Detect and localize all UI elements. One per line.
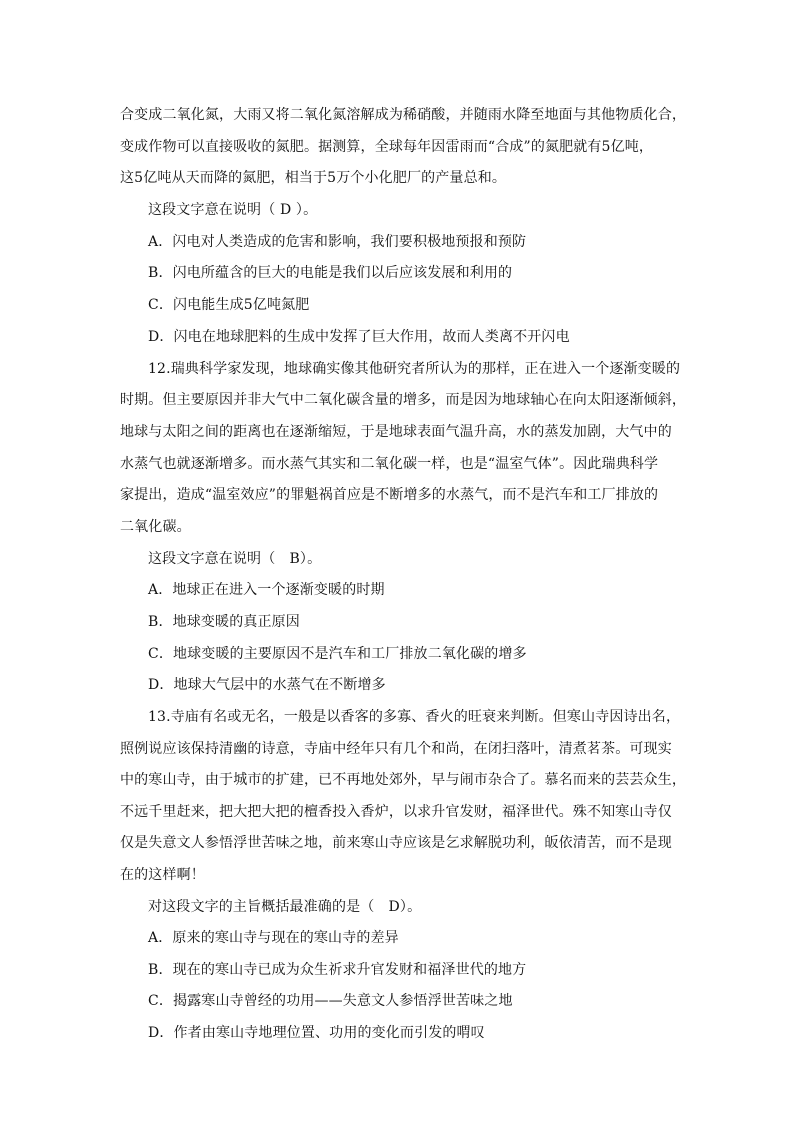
option-d: D．地球大气层中的水蒸气在不断增多 (148, 677, 386, 694)
option-c: C．揭露寒山寺曾经的功用——失意文人参悟浮世苦味之地 (148, 993, 513, 1010)
option-d: D．闪电在地球肥料的生成中发挥了巨大作用，故而人类离不开闪电 (148, 328, 570, 345)
paragraph-line: 地球与太阳之间的距离也在逐渐缩短，于是地球表面气温升高，水的蒸发加剧，大气中的 (120, 423, 672, 440)
passage-11 (120, 100, 686, 354)
option-b: B．闪电所蕴含的巨大的电能是我们以后应该发展和利用的 (148, 265, 513, 282)
option-a: A．闪电对人类造成的危害和影响，我们要积极地预报和预防 (148, 233, 527, 250)
paragraph-line: 13.寺庙有名或无名，一般是以香客的多寡、香火的旺衰来判断。但寒山寺因诗出名， (148, 709, 681, 726)
paragraph-line: 不远千里赶来，把大把大把的檀香投入香炉，以求升官发财，福泽世代。殊不知寒山寺仅 (120, 803, 672, 820)
option-d: D．作者由寒山寺地理位置、功用的变化而引发的喟叹 (148, 1025, 485, 1041)
paragraph-line: 水蒸气也就逐渐增多。而水蒸气其实和二氧化碳一样，也是“温室气体”。因此瑞典科学 (120, 455, 659, 472)
paragraph-line: 合变成二氧化氮，大雨又将二氧化氮溶解成为稀硝酸，并随雨水降至地面与其他物质化合， (120, 107, 686, 123)
paragraph-line: 变成作物可以直接吸收的氮肥。据测算，全球每年因雷雨而“合成”的氮肥就有5亿吨， (120, 138, 654, 155)
option-a: A．原来的寒山寺与现在的寒山寺的差异 (148, 930, 399, 947)
question-prompt: 这段文字意在说明（ B）。 (148, 550, 322, 567)
question-12 (120, 354, 686, 703)
option-b: B．现在的寒山寺已成为众生祈求升官发财和福泽世代的地方 (148, 961, 527, 978)
question-13 (120, 702, 686, 1050)
paragraph-line: 二氧化碳。 (120, 518, 191, 535)
paragraph-line: 照例说应该保持清幽的诗意，寺庙中经年只有几个和尚，在闭扫落叶，清煮茗茶。可现实 (120, 740, 672, 757)
paragraph-line: 这5亿吨从天而降的氮肥，相当于5万个小化肥厂的产量总和。 (120, 170, 507, 187)
option-b: B．地球变暖的真正原因 (148, 614, 300, 630)
option-c: C．地球变暖的主要原因不是汽车和工厂排放二氧化碳的增多 (148, 645, 527, 662)
question-prompt: 这段文字意在说明（ D ）。 (148, 202, 318, 219)
paragraph-line: 12.瑞典科学家发现，地球确实像其他研究者所认为的那样，正在进入一个逐渐变暖的 (148, 360, 681, 377)
paragraph-line: 在的这样啊！ (120, 867, 205, 884)
question-prompt: 对这段文字的主旨概括最准确的是（ D）。 (148, 898, 422, 915)
option-a: A．地球正在进入一个逐渐变暖的时期 (148, 582, 385, 599)
paragraph-line: 中的寒山寺，由于城市的扩建，已不再地处郊外，早与闹市杂合了。慕名而来的芸芸众生， (120, 772, 686, 789)
paragraph-line: 时期。但主要原因并非大气中二氧化碳含量的增多，而是因为地球轴心在向太阳逐渐倾斜， (120, 392, 686, 409)
paragraph-line: 仅是失意文人参悟浮世苦味之地，前来寒山寺应该是乞求解脱功利，皈依清苦，而不是现 (120, 835, 672, 852)
option-c: C．闪电能生成5亿吨氮肥 (148, 297, 310, 314)
document-body (120, 100, 686, 1050)
paragraph-line: 家提出，造成“温室效应”的罪魁祸首应是不断增多的水蒸气，而不是汽车和工厂排放的 (120, 487, 659, 504)
